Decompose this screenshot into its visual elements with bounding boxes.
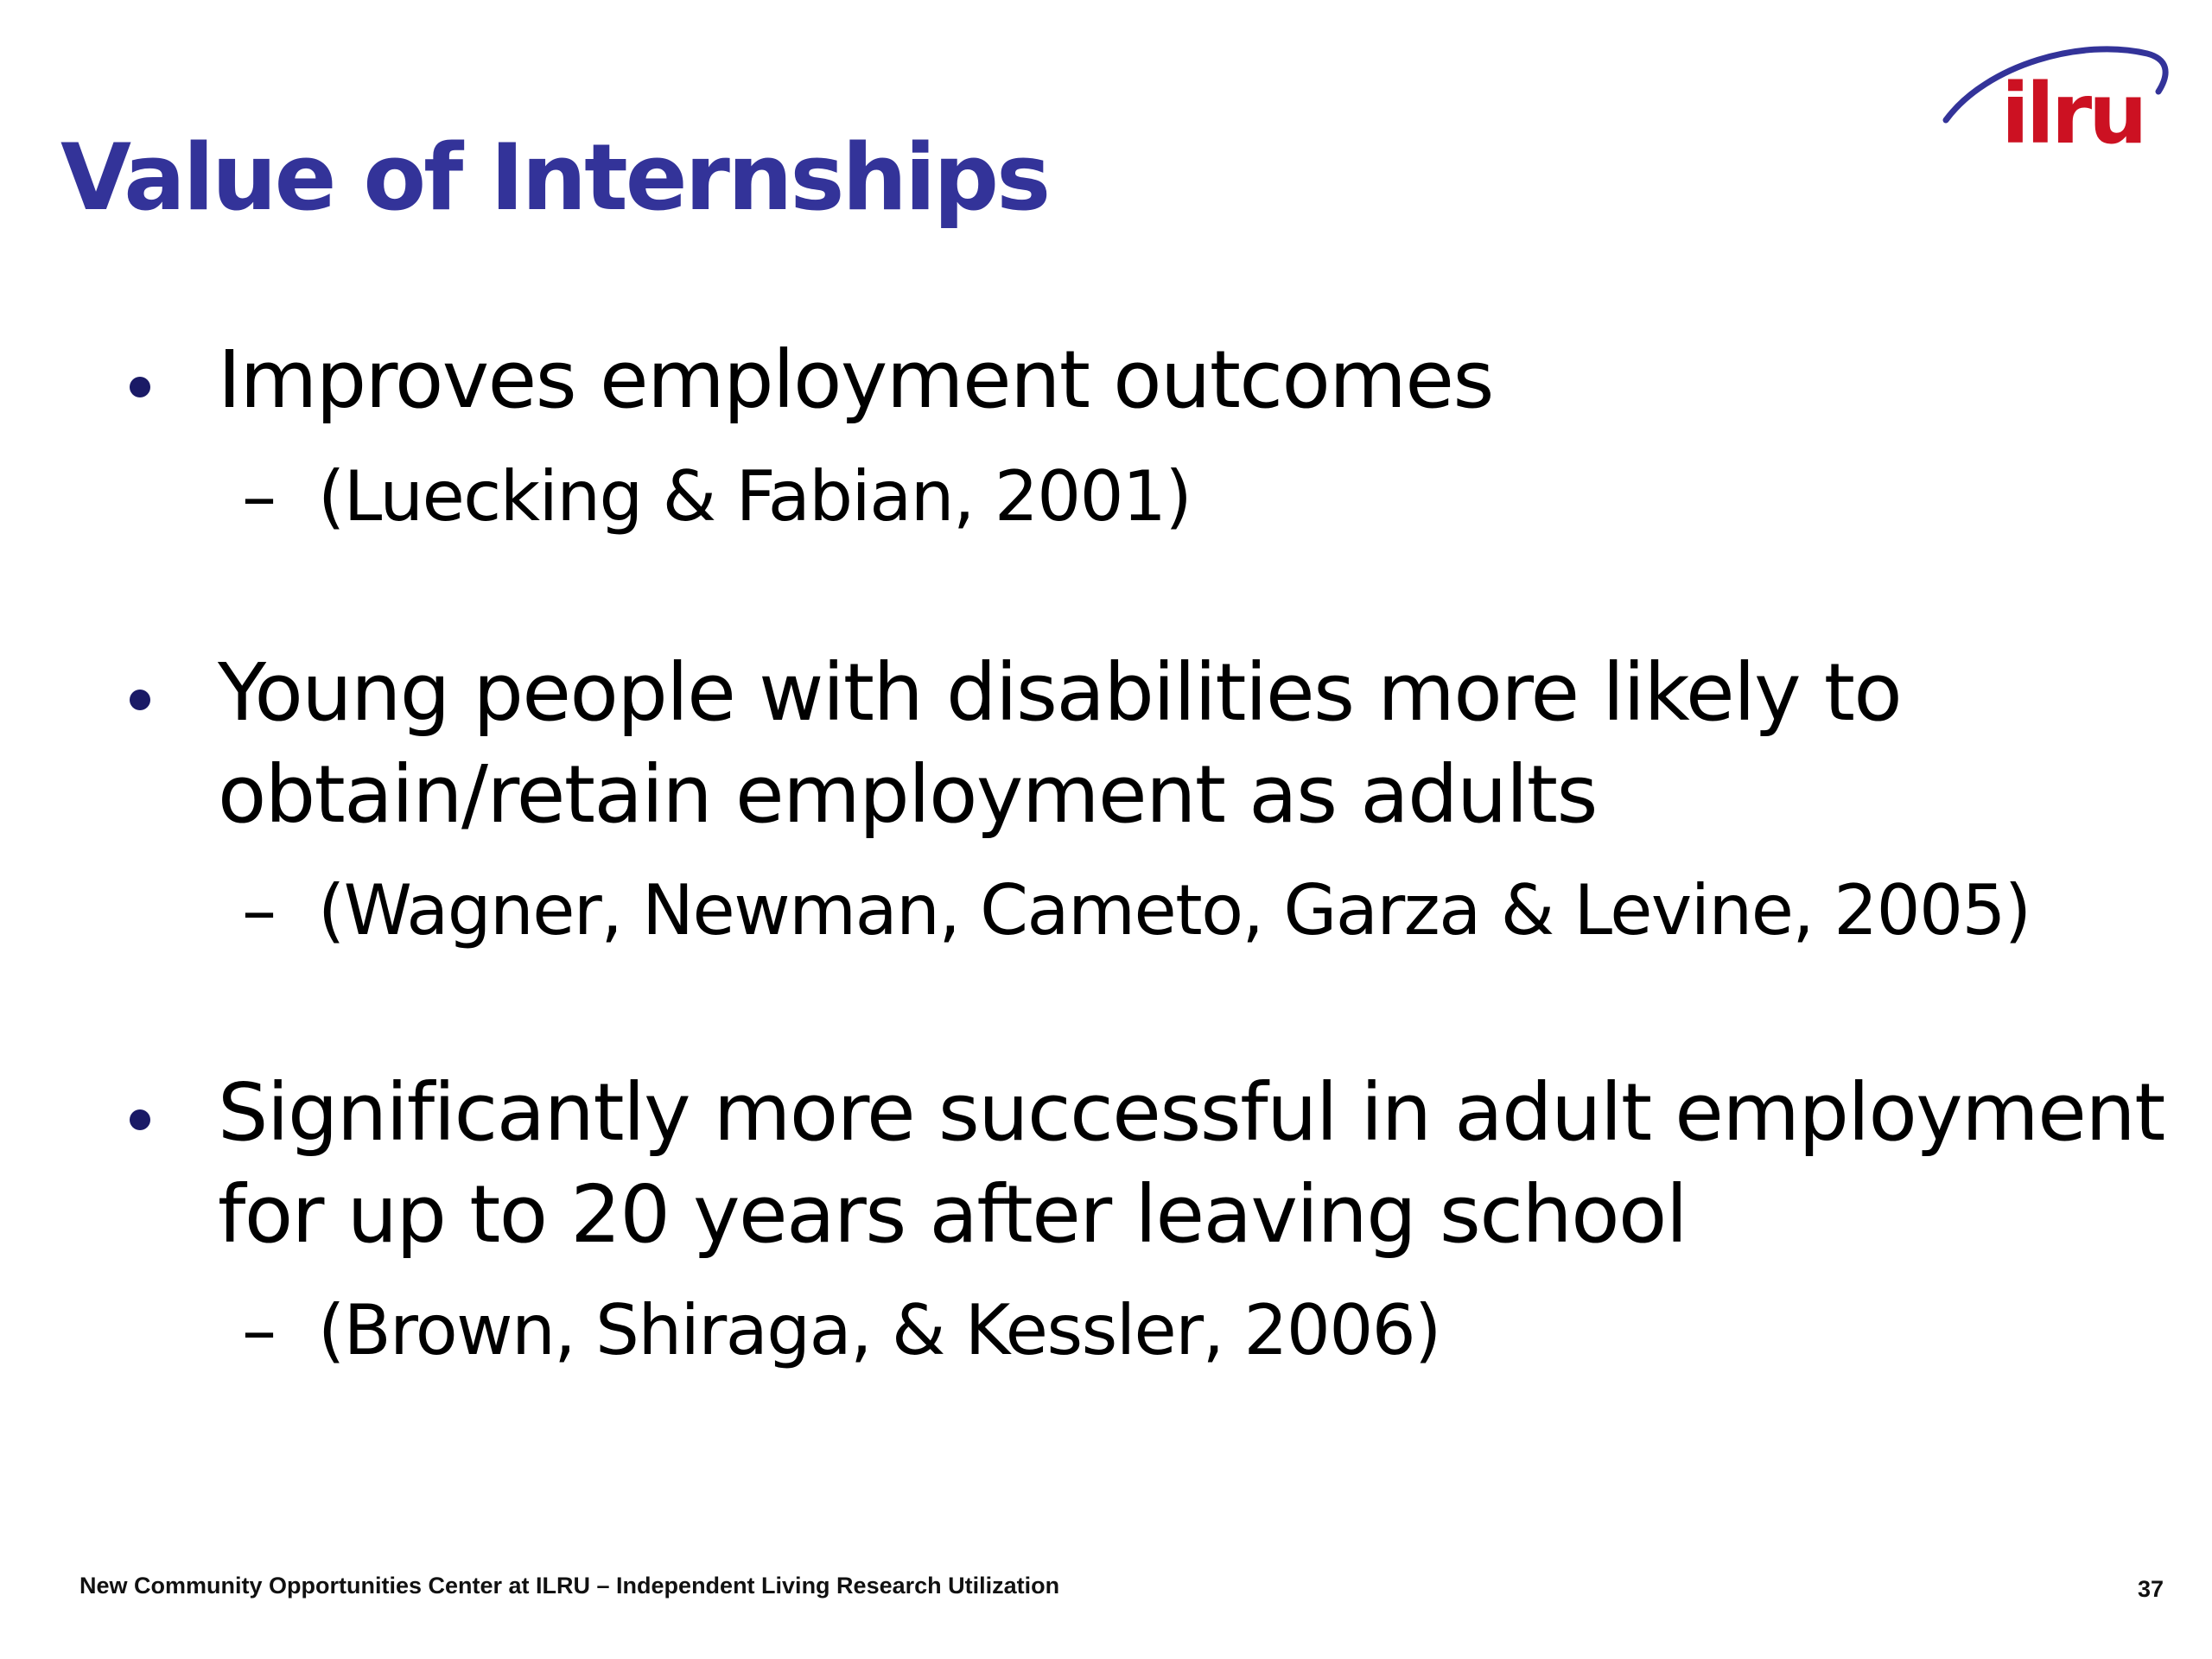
logo-text: ilru (2001, 66, 2145, 162)
bullet-icon (130, 690, 150, 710)
bullet-icon (130, 377, 150, 397)
citation-text: (Wagner, Newman, Cameto, Garza & Levine, 2005) (318, 870, 2031, 950)
bullet-text: Improves employment outcomes (218, 334, 1493, 426)
ilru-logo (1936, 38, 2169, 168)
dash-icon: – (242, 1290, 276, 1370)
citation-text: (Brown, Shiraga, & Kessler, 2006) (318, 1290, 1440, 1370)
bullet-text: for up to 20 years after leaving school (218, 1168, 1687, 1261)
bullet-text: Young people with disabilities more likely to (218, 646, 1902, 739)
bullet-text: obtain/retain employment as adults (218, 748, 1597, 841)
dash-icon: – (242, 870, 276, 950)
citation-text: (Luecking & Fabian, 2001) (318, 456, 1192, 537)
slide-title: Value of Internships (60, 124, 1049, 231)
dash-icon: – (242, 456, 276, 537)
footer-text: New Community Opportunities Center at ILRU – Independent Living Research Utilization (79, 1573, 1060, 1599)
page-number: 37 (2137, 1576, 2164, 1602)
bullet-text: Significantly more successful in adult employment (218, 1066, 2164, 1159)
bullet-icon (130, 1109, 150, 1130)
